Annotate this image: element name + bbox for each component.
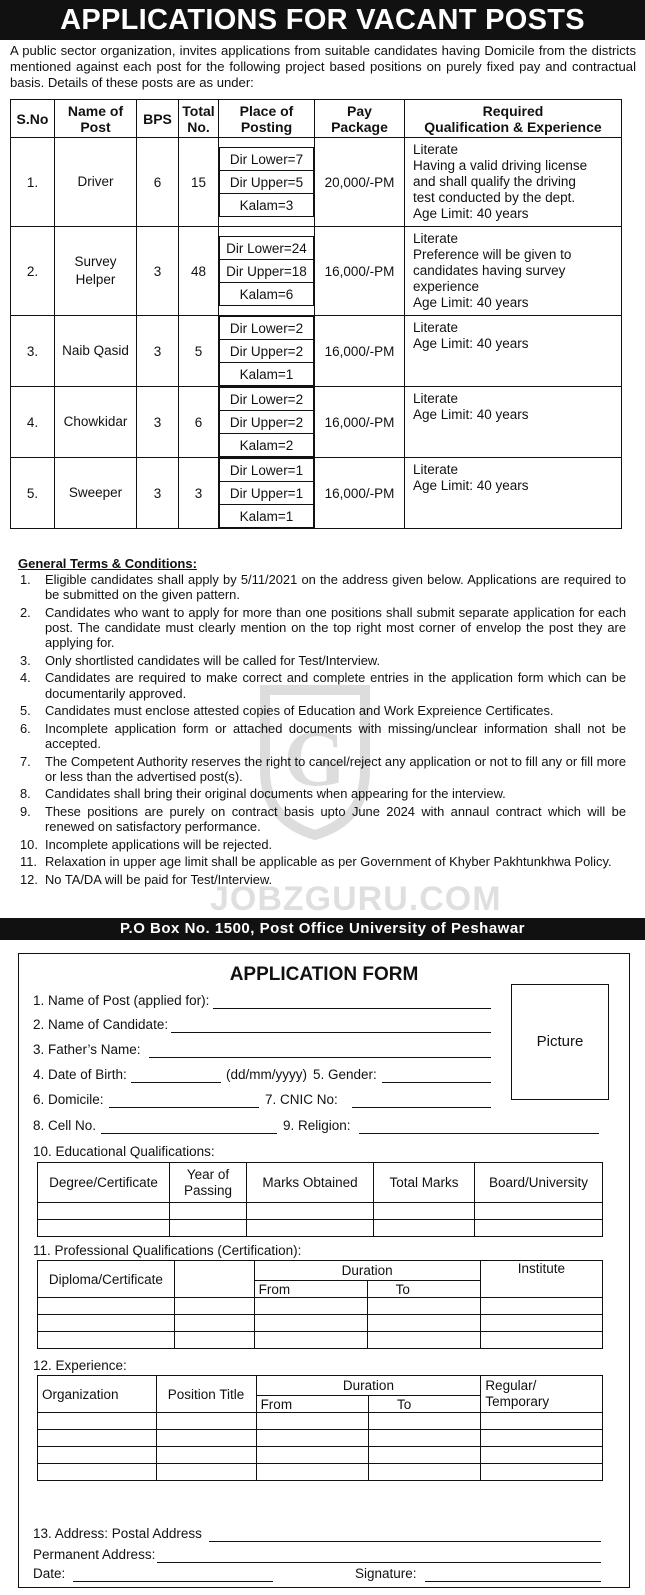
signature-label: Signature: [355, 1566, 417, 1581]
post-qualification-line: candidates having survey [413, 263, 566, 278]
post-total: 3 [179, 458, 219, 529]
term-number: 9. [20, 803, 31, 819]
page-heading: APPLICATIONS FOR VACANT POSTS [0, 0, 645, 40]
post-sno: 4. [11, 387, 55, 458]
post-qualification-line: Having a valid driving license [413, 158, 588, 173]
post-place-item: Kalam=3 [220, 194, 314, 217]
post-total: 15 [179, 138, 219, 227]
post-pay: 16,000/-PM [315, 458, 405, 529]
header-qualification: Required Qualification & Experience [405, 100, 622, 138]
term-text: These positions are purely on contract basis upto June 2024 with annaul contract which will be renewed on satisfactory performance. [45, 803, 626, 835]
post-qualification [405, 387, 622, 458]
post-qualification-line: and shall qualify the driving [413, 174, 576, 189]
post-total: 48 [179, 227, 219, 316]
header-pay: Pay Package [315, 100, 405, 138]
post-row [11, 138, 622, 227]
exp-section-label: 12. Experience: [33, 1358, 127, 1373]
prof-table [37, 1260, 603, 1349]
field-dob-label: 4. Date of Birth: [33, 1067, 127, 1082]
term-number: 2. [20, 604, 31, 620]
exp-org-header: Organization [38, 1376, 157, 1413]
post-row [11, 387, 622, 458]
post-place [219, 316, 315, 387]
svg-text:G: G [283, 715, 347, 803]
date-line[interactable] [73, 1581, 273, 1582]
post-pay: 16,000/-PM [315, 387, 405, 458]
post-place-item: Dir Upper=2 [220, 340, 314, 363]
post-place-item: Dir Upper=5 [220, 171, 314, 194]
term-number: 11. [20, 854, 37, 870]
post-name: Survey Helper [55, 227, 137, 316]
post-place-item: Dir Lower=24 [220, 237, 314, 260]
post-place-item: Kalam=6 [220, 283, 314, 306]
exp-type-header: Regular/ Temporary [481, 1376, 603, 1413]
edu-year-header: Year of Passing [170, 1163, 247, 1203]
post-place-item: Dir Lower=2 [220, 317, 314, 340]
prof-to-header: To [367, 1281, 480, 1298]
post-place-item: Dir Lower=1 [220, 459, 314, 482]
post-place [219, 387, 315, 458]
term-text: Candidates who want to apply for more than one positions shall submit separate application for each post. The candidate must clearly mention on the top right most corner of envelop the post they are applying for. [45, 604, 626, 651]
address-bar: P.O Box No. 1500, Post Office University of Peshawar [0, 918, 645, 940]
term-item [12, 653, 626, 668]
term-number: 8. [20, 786, 31, 802]
post-qualification [405, 227, 622, 316]
post-qualification-line: Age Limit: 40 years [413, 407, 529, 422]
post-sno: 5. [11, 458, 55, 529]
post-place-item: Kalam=1 [220, 505, 314, 528]
field-post-line[interactable] [213, 1008, 491, 1009]
prof-duration-header: Duration [254, 1261, 480, 1281]
exp-header-row [38, 1376, 603, 1396]
term-number: 1. [20, 572, 31, 587]
term-text: Candidates are required to make correct and complete entries in the application form which can be documentarily approved. [45, 670, 626, 701]
posts-table [10, 99, 622, 529]
post-name: Sweeper [55, 458, 137, 529]
address-label: 13. Address: Postal Address [33, 1526, 202, 1541]
post-qualification-line: experience [413, 279, 480, 294]
post-qualification-line: Literate [413, 231, 459, 246]
post-qualification [405, 316, 622, 387]
post-pay: 20,000/-PM [315, 138, 405, 227]
term-number: 5. [20, 703, 31, 719]
prof-diploma-header: Diploma/Certificate [38, 1261, 175, 1298]
postal-address-line[interactable] [209, 1541, 601, 1542]
field-cell-label: 8. Cell No. [33, 1118, 97, 1133]
term-number: 12. [20, 871, 38, 887]
post-sno: 1. [11, 138, 55, 227]
term-item [12, 605, 626, 651]
picture-box: Picture [511, 984, 609, 1100]
edu-header-row [38, 1163, 603, 1203]
post-bps: 3 [137, 387, 179, 458]
field-cell-line[interactable] [101, 1133, 277, 1134]
term-text: Candidates must enclose attested copies of Education and Work Expreience Certificates. [45, 703, 554, 719]
post-row [11, 227, 622, 316]
post-pay: 16,000/-PM [315, 316, 405, 387]
post-row [11, 458, 622, 529]
post-place-item: Dir Upper=18 [220, 260, 314, 283]
post-place-item: Dir Upper=1 [220, 482, 314, 505]
post-row [11, 316, 622, 387]
term-text: Only shortlisted candidates will be called for Test/Interview. [45, 652, 381, 668]
intro-paragraph: A public sector organization, invites applications from suitable candidates having Domicile from the districts mentioned against each post for the following project based positions on purely fixed pay and contractual basis. Details of these posts are as under: [10, 43, 636, 90]
post-total: 5 [179, 316, 219, 387]
exp-from-header: From [256, 1396, 368, 1413]
post-qualification-line: Literate [413, 391, 459, 406]
post-qualification-line: Literate [413, 142, 459, 157]
permanent-address-line[interactable] [157, 1562, 601, 1563]
field-cnic-line[interactable] [352, 1107, 491, 1108]
post-bps: 3 [137, 227, 179, 316]
term-number: 6. [20, 720, 31, 736]
field-gender-line[interactable] [382, 1082, 491, 1083]
post-sno: 2. [11, 227, 55, 316]
term-text: Incomplete application form or attached documents with missing/unclear information shall not be accepted. [45, 720, 626, 751]
posts-header-row [11, 100, 622, 138]
exp-row[interactable] [38, 1430, 603, 1447]
post-total: 6 [179, 387, 219, 458]
term-text: Candidates shall bring their original documents when appearing for the interview. [45, 786, 506, 802]
signature-line[interactable] [425, 1581, 601, 1582]
term-number: 4. [20, 670, 31, 686]
term-text: The Competent Authority reserves the right to cancel/reject any application or not to fill any or fill more or less than the advertised post(s). [45, 753, 626, 784]
post-place [219, 227, 315, 316]
field-domicile-label: 6. Domicile: [33, 1092, 104, 1107]
post-name: Naib Qasid [55, 316, 137, 387]
edu-degree-header: Degree/Certificate [38, 1163, 170, 1203]
header-total: Total No. [179, 100, 219, 138]
post-qualification-line: Literate [413, 462, 459, 477]
term-text: No TA/DA will be paid for Test/Interview. [45, 871, 273, 887]
edu-section-label: 10. Educational Qualifications: [33, 1144, 215, 1159]
application-form [18, 953, 630, 1588]
terms-title: General Terms & Conditions: [18, 556, 197, 571]
prof-row[interactable] [38, 1315, 603, 1332]
post-place [219, 458, 315, 529]
prof-from-header: From [254, 1281, 367, 1298]
post-qualification-line: Literate [413, 320, 459, 335]
header-bps: BPS [137, 100, 179, 138]
prof-row[interactable] [38, 1332, 603, 1349]
watermark-logo-icon [255, 680, 375, 840]
permanent-address-label: Permanent Address: [33, 1547, 156, 1562]
post-place-item: Kalam=2 [220, 434, 314, 457]
date-label: Date: [33, 1566, 66, 1581]
post-qualification [405, 138, 622, 227]
field-post-label: 1. Name of Post (applied for): [33, 993, 210, 1008]
field-domicile-line[interactable] [109, 1107, 259, 1108]
prof-section-label: 11. Professional Qualifications (Certification): [33, 1243, 302, 1258]
prof-institute-header: Institute [480, 1261, 602, 1298]
term-item [12, 854, 626, 869]
post-place-item: Kalam=1 [220, 363, 314, 386]
field-religion-line[interactable] [359, 1133, 599, 1134]
field-gender-label: 5. Gender: [313, 1067, 377, 1082]
term-number: 7. [20, 753, 31, 769]
post-qualification-line: test conducted by the dept. [413, 190, 576, 205]
header-place: Place of Posting [219, 100, 315, 138]
header-sno: S.No [11, 100, 55, 138]
post-qualification-line: Age Limit: 40 years [413, 478, 529, 493]
exp-to-header: To [368, 1396, 480, 1413]
edu-row[interactable] [38, 1203, 603, 1220]
post-place-item: Dir Upper=2 [220, 411, 314, 434]
field-dob-line[interactable] [131, 1082, 221, 1083]
edu-board-header: Board/University [475, 1163, 603, 1203]
edu-total-header: Total Marks [374, 1163, 475, 1203]
post-bps: 6 [137, 138, 179, 227]
post-sno: 3. [11, 316, 55, 387]
prof-header-row [38, 1261, 603, 1281]
exp-row[interactable] [38, 1447, 603, 1464]
post-qualification-line: Preference will be given to [413, 247, 572, 262]
form-title: APPLICATION FORM [229, 964, 419, 985]
field-dob-format: (dd/mm/yyyy) [226, 1067, 307, 1082]
post-qualification-line: Age Limit: 40 years [413, 206, 529, 221]
post-pay: 16,000/-PM [315, 227, 405, 316]
field-cnic-label: 7. CNIC No: [265, 1092, 338, 1107]
exp-row[interactable] [38, 1413, 603, 1430]
term-text: Relaxation in upper age limit shall be applicable as per Government of Khyber Pakhtunkhwa Policy. [45, 854, 612, 870]
exp-row[interactable] [38, 1464, 603, 1481]
edu-marks-header: Marks Obtained [247, 1163, 374, 1203]
post-place-item: Dir Lower=7 [220, 148, 314, 171]
post-bps: 3 [137, 458, 179, 529]
post-bps: 3 [137, 316, 179, 387]
edu-row[interactable] [38, 1220, 603, 1237]
header-post-name: Name of Post [55, 100, 137, 138]
term-text: Eligible candidates shall apply by 5/11/2021 on the address given below. Applications are required to be submitted on the given pattern. [45, 572, 626, 603]
field-candidate-line[interactable] [171, 1032, 491, 1033]
prof-row[interactable] [38, 1298, 603, 1315]
field-candidate-label: 2. Name of Candidate: [33, 1017, 169, 1032]
watermark-text: JOBZGURU.COM [210, 880, 502, 918]
field-father-label: 3. Father’s Name: [33, 1042, 141, 1057]
post-place [219, 138, 315, 227]
post-qualification-line: Age Limit: 40 years [413, 295, 529, 310]
term-item [12, 572, 626, 602]
term-number: 10. [20, 836, 38, 852]
exp-position-header: Position Title [156, 1376, 256, 1413]
term-text: Incomplete applications will be rejected. [45, 836, 273, 852]
edu-table [37, 1162, 603, 1237]
field-religion-label: 9. Religion: [283, 1118, 351, 1133]
exp-duration-header: Duration [256, 1376, 481, 1396]
field-father-line[interactable] [149, 1057, 491, 1058]
exp-table [37, 1375, 603, 1481]
post-qualification [405, 458, 622, 529]
term-number: 3. [20, 652, 31, 668]
post-qualification-line: Age Limit: 40 years [413, 336, 529, 351]
post-place-item: Dir Lower=2 [220, 388, 314, 411]
post-name: Chowkidar [55, 387, 137, 458]
post-name: Driver [55, 138, 137, 227]
